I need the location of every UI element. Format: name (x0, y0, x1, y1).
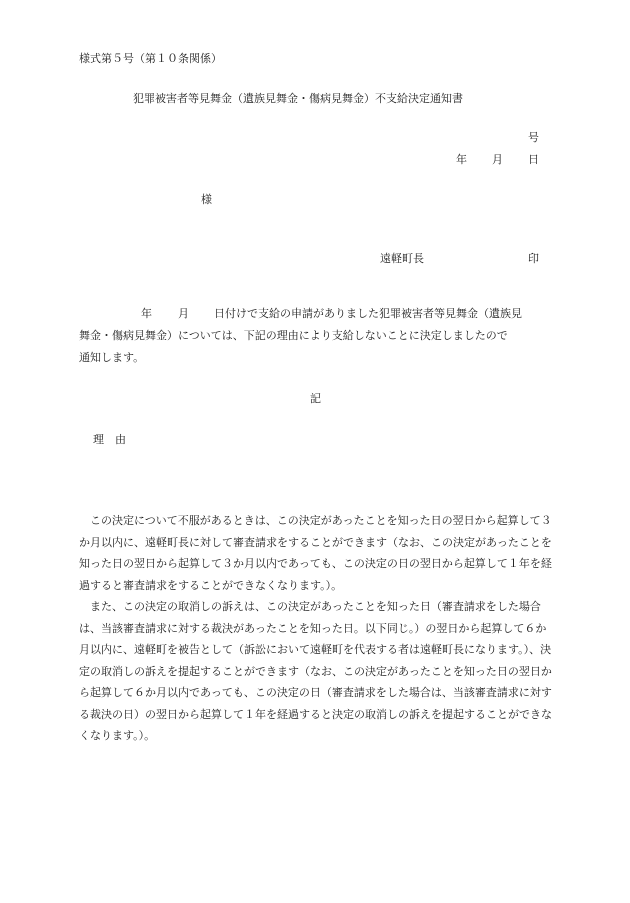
date-day-label: 日 (528, 153, 539, 166)
reason-label: 理 由 (93, 433, 126, 446)
document-number-suffix: 号 (528, 131, 539, 144)
notice-year-label: 年 (141, 307, 152, 320)
appeal-paragraph-review: この決定について不服があるときは、この決定があったことを知った日の翌日から起算して３か月以内に、遠軽町長に対して審査請求をすることができます（なお、この決定があったことを知った日の翌日から起算して３か月以内であっても、この決定の日の翌日から起算して１年を経過すると審査請求をすることができなくなります。）。 (79, 514, 552, 592)
appeal-paragraph-lawsuit: また、この決定の取消しの訴えは、この決定があったことを知った日（審査請求をした場合は、当該審査請求に対する裁決があったことを知った日。以下同じ。）の翌日から起算して６か月以内に、遠軽町を被告として（訴訟において遠軽町を代表する者は遠軽町長になります。）、決定の取消しの訴えを提起することができます（なお、この決定があったことを知った日の翌日から起算して６か月以内であっても、この決定の日（審査請求をした場合は、当該審査請求に対する裁決の日）の翌日から起算して１年を経過すると決定の取消しの訴えを提起することができなくなります。）。 (79, 600, 552, 742)
seal-mark: 印 (528, 252, 539, 265)
notice-line-1: 日付けで支給の申請がありました犯罪被害者等見舞金（遺族見 (214, 307, 522, 320)
sender-name: 遠軽町長 (380, 252, 424, 265)
notice-line-2: 舞金・傷病見舞金）については、下記の理由により支給しないことに決定しましたので (79, 329, 508, 342)
appeal-notice (79, 510, 553, 747)
date-year-label: 年 (456, 153, 467, 166)
notice-line-3: 通知します。 (79, 351, 145, 364)
form-number: 様式第５号（第１０条関係） (79, 52, 222, 65)
notice-month-label: 月 (178, 307, 189, 320)
addressee-suffix: 様 (201, 193, 212, 206)
document-title: 犯罪被害者等見舞金（遺族見舞金・傷病見舞金）不支給決定通知書 (133, 92, 463, 105)
ki-heading: 記 (310, 392, 321, 405)
date-month-label: 月 (492, 153, 503, 166)
